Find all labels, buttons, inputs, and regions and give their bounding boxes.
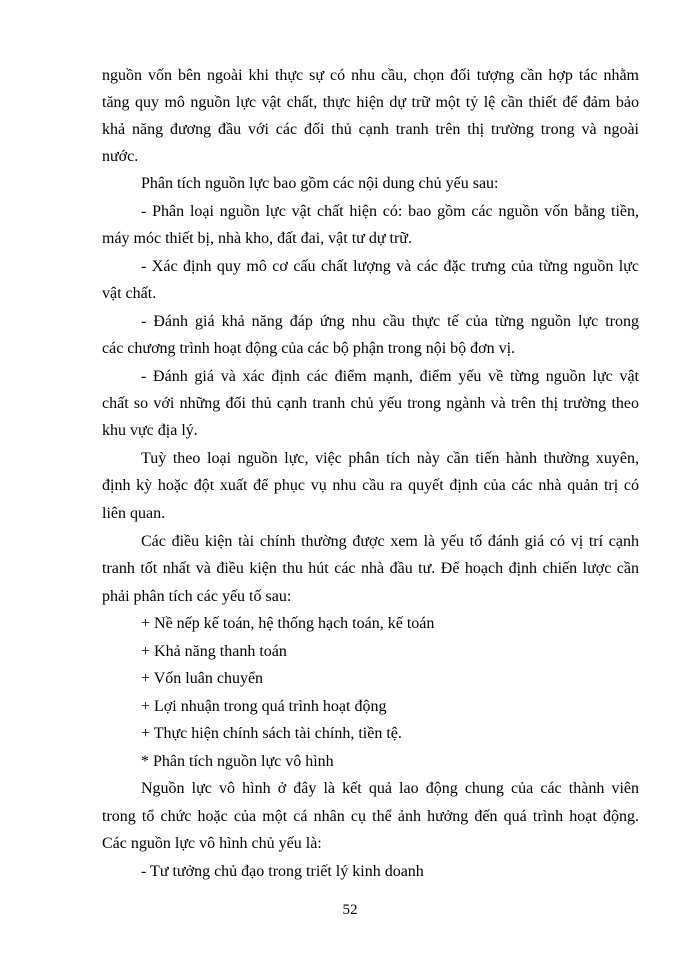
- text-line: nước.: [102, 148, 139, 165]
- text-line: các chương trình hoạt động của các bộ phận trong nội bộ đơn vị.: [102, 340, 516, 357]
- bullet-item: - Đánh giá khả năng đáp ứng nhu cầu thực tế của từng nguồn lực trong: [141, 313, 639, 330]
- bullet-item: - Tư tưởng chủ đạo trong triết lý kinh doanh: [141, 863, 424, 880]
- text-line: tranh tốt nhất và điều kiện thu hút các nhà đầu tư. Để hoạch định chiến lược cần: [102, 560, 639, 577]
- section-heading: * Phân tích nguồn lực vô hình: [141, 753, 334, 770]
- paragraph-start: Tuỳ theo loại nguồn lực, việc phân tích này cần tiến hành thường xuyên,: [141, 450, 639, 467]
- text-line: vật chất.: [102, 285, 157, 302]
- page-number: 52: [342, 902, 358, 918]
- text-line: trong tổ chức hoặc của một cá nhân cụ thể ảnh hưởng đến quá trình hoạt động.: [102, 808, 639, 825]
- paragraph-start: Nguồn lực vô hình ở đây là kết quả lao động chung của các thành viên: [141, 780, 639, 797]
- text-line: máy móc thiết bị, nhà kho, đất đai, vật tư dự trữ.: [102, 230, 412, 247]
- text-line: chất so với những đối thủ cạnh tranh chủ yếu trong ngành và trên thị trường theo: [102, 395, 639, 412]
- text-line: định kỳ hoặc đột xuất để phục vụ nhu cầu ra quyết định của các nhà quản trị có: [102, 477, 639, 494]
- plus-list-item: + Thực hiện chính sách tài chính, tiền tệ.: [141, 725, 402, 742]
- text-line: khu vực địa lý.: [102, 422, 198, 439]
- plus-list-item: + Nề nếp kế toán, hệ thống hạch toán, kế toán: [141, 615, 435, 632]
- text-line: nguồn vốn bên ngoài khi thực sự có nhu cầu, chọn đối tượng cần hợp tác nhằm: [102, 67, 639, 84]
- plus-list-item: + Vốn luân chuyển: [141, 670, 264, 687]
- text-line: liên quan.: [102, 505, 166, 522]
- bullet-item: - Phân loại nguồn lực vật chất hiện có: bao gồm các nguồn vốn bằng tiền,: [141, 203, 639, 220]
- paragraph-intro: Phân tích nguồn lực bao gồm các nội dung chủ yếu sau:: [141, 175, 499, 192]
- bullet-item: - Đánh giá và xác định các điểm mạnh, điểm yếu về từng nguồn lực vật: [141, 368, 639, 385]
- plus-list-item: + Lợi nhuận trong quá trình hoạt động: [141, 698, 387, 715]
- text-line: tăng quy mô nguồn lực vật chất, thực hiện dự trữ một tỷ lệ cần thiết để đảm bảo: [102, 94, 639, 111]
- text-line: phải phân tích các yếu tố sau:: [102, 588, 292, 605]
- text-line: khả năng đương đầu với các đối thủ cạnh tranh trên thị trường trong và ngoài: [102, 121, 639, 138]
- text-line: Các nguồn lực vô hình chủ yếu là:: [102, 835, 322, 852]
- bullet-item: - Xác định quy mô cơ cấu chất lượng và các đặc trưng của từng nguồn lực: [141, 258, 639, 275]
- plus-list-item: + Khả năng thanh toán: [141, 643, 287, 660]
- paragraph-start: Các điều kiện tài chính thường được xem là yếu tố đánh giá có vị trí cạnh: [141, 533, 639, 550]
